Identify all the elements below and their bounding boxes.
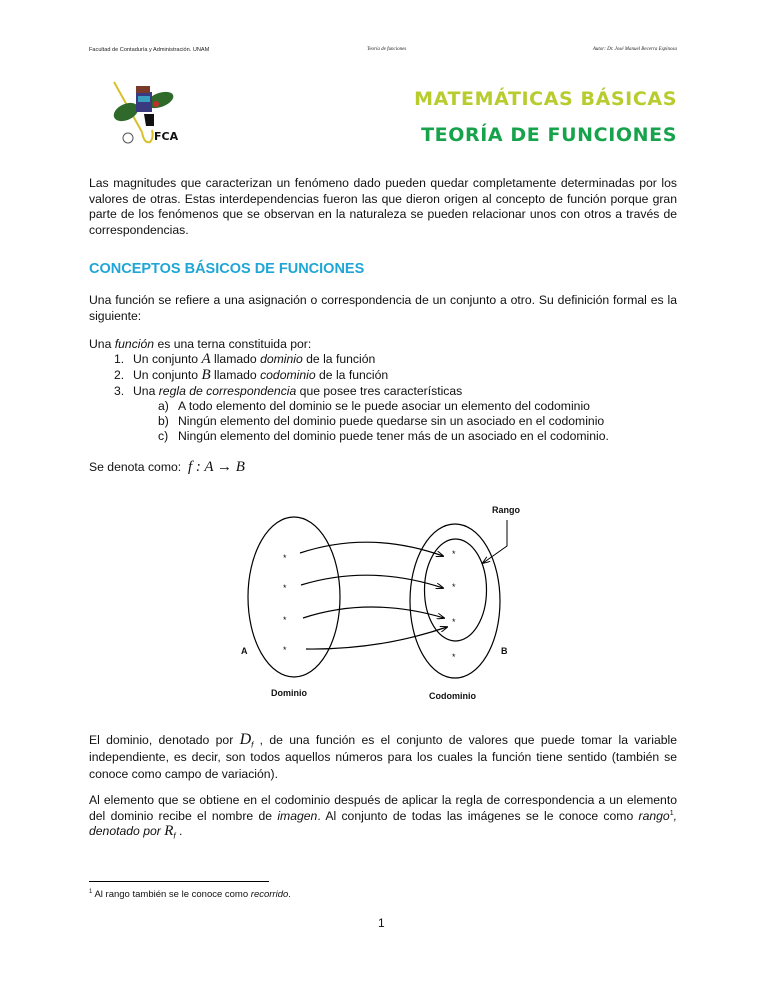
codominio-label: Codominio	[429, 691, 476, 701]
italic-term: regla de correspondencia	[158, 384, 297, 398]
item-letter: c)	[158, 429, 169, 443]
text: de la función	[302, 352, 376, 366]
imagen-paragraph	[89, 793, 677, 840]
math-symbol: D	[239, 731, 252, 748]
range-pointer-arrow	[483, 520, 507, 563]
sub-list-item	[158, 399, 590, 415]
section-heading: CONCEPTOS BÁSICOS DE FUNCIONES	[89, 261, 365, 277]
page-number: 1	[378, 916, 385, 930]
domain-element: *	[283, 645, 287, 655]
italic-term: recorrido	[250, 889, 289, 901]
domain-element: *	[283, 583, 287, 593]
text: .	[175, 824, 183, 838]
terna-line	[89, 337, 677, 353]
codomain-element: *	[452, 652, 456, 662]
text: Una	[133, 384, 159, 398]
document-title: TEORÍA DE FUNCIONES	[421, 124, 677, 146]
math-symbol: B	[201, 367, 211, 383]
domain-element: *	[283, 615, 287, 625]
text: El dominio, denotado por	[89, 733, 240, 747]
text: es una terna constituida por:	[154, 337, 312, 351]
definition-intro: Una función se refiere a una asignación o correspondencia de un conjunto a otro. Su definición formal es la siguiente:	[89, 293, 677, 323]
set-b-label: B	[501, 646, 508, 656]
italic-term: función	[114, 337, 155, 351]
sub-list-item	[158, 414, 604, 430]
list-item	[114, 368, 388, 384]
text: llamado	[210, 368, 261, 382]
text: Ningún elemento del dominio puede quedarse sin un asociado en el codominio	[178, 414, 605, 428]
intro-paragraph: Las magnitudes que caracterizan un fenómeno dado pueden quedar completamente determinadas por los valores de otras. Estas interdependencias fueron las que dieron origen al concepto de función porque gran parte de los fenómenos que se observan en la naturaleza se pueden relacionar unos con otros a través de correspondencias.	[89, 176, 677, 237]
header-author: Autor: Dr. José Manuel Becerra Espinosa	[592, 47, 677, 52]
domain-element: *	[283, 553, 287, 563]
domain-set	[248, 517, 340, 677]
text: Ningún elemento del dominio puede tener más de un asociado en el codominio.	[178, 429, 609, 443]
italic-term: rango	[638, 808, 670, 823]
item-letter: a)	[158, 399, 169, 413]
text: .	[288, 889, 291, 901]
math-subscript: f	[173, 831, 176, 841]
math-symbol: R	[164, 823, 174, 839]
text: Se denota como:	[89, 460, 182, 474]
italic-term: codominio	[260, 368, 316, 382]
mapping-arrow	[306, 627, 447, 649]
list-item	[114, 384, 462, 400]
fca-logo	[108, 78, 188, 150]
codomain-element: *	[452, 549, 456, 559]
text: que posee tres características	[296, 384, 463, 398]
function-notation: f : A → B	[187, 459, 245, 475]
math-subscript: f	[251, 740, 254, 750]
dominio-paragraph	[89, 731, 677, 783]
sub-list-item	[158, 429, 609, 445]
mapping-arrow	[303, 607, 444, 618]
text: de la función	[315, 368, 389, 382]
mapping-arrow	[301, 575, 443, 588]
codomain-element: *	[452, 582, 456, 592]
svg-text:FCA: FCA	[154, 130, 179, 143]
mapping-arrow	[300, 542, 443, 556]
footnote-divider	[89, 881, 269, 882]
text: Al rango también se le conoce como	[92, 889, 251, 901]
math-symbol: A	[201, 351, 211, 367]
header-topic: Teoría de funciones	[367, 47, 407, 52]
italic-term: dominio	[260, 352, 303, 366]
footnote-ref[interactable]: 1	[669, 809, 674, 817]
italic-term: imagen	[277, 808, 318, 823]
notation-line	[89, 460, 677, 476]
item-number: 3.	[114, 384, 125, 398]
text: . Al conjunto de todas las imágenes se le conoce como	[317, 808, 639, 823]
header-institution: Facultad de Contaduría y Administración. UNAM	[89, 47, 210, 53]
footnote	[89, 889, 291, 900]
logo-icon	[108, 78, 188, 150]
italic-text: , denotado por	[89, 808, 677, 838]
list-item	[114, 352, 375, 368]
text: A todo elemento del dominio se le puede asociar un elemento del codominio	[178, 399, 590, 413]
text: , de una función es el conjunto de valores que puede tomar la variable independiente, es decir, son todos aquellos números para los cuales la función tiene sentido (también se conoce como campo de variación).	[89, 733, 677, 781]
item-letter: b)	[158, 414, 169, 428]
text: Al elemento que se obtiene en el codominio después de aplicar la regla de correspondencia a un elemento del dominio recibe el nombre de	[89, 793, 677, 823]
course-title: MATEMÁTICAS BÁSICAS	[414, 88, 677, 110]
rango-label: Rango	[492, 505, 520, 515]
text: Un conjunto	[133, 352, 202, 366]
codomain-element: *	[452, 617, 456, 627]
item-number: 2.	[114, 368, 125, 382]
text: llamado	[210, 352, 261, 366]
footnote-number: 1	[89, 889, 93, 895]
text: Una	[89, 337, 115, 351]
item-number: 1.	[114, 352, 125, 366]
text: Un conjunto	[133, 368, 202, 382]
dominio-label: Dominio	[271, 688, 307, 698]
set-a-label: A	[241, 646, 248, 656]
